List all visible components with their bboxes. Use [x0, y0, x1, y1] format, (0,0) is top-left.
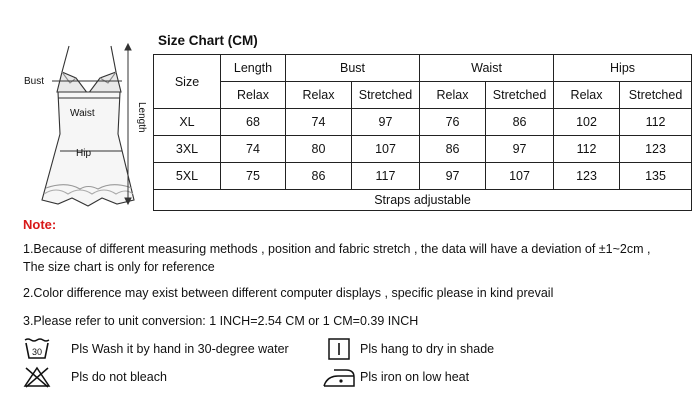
note-line-1-continued: The size chart is only for reference [23, 260, 215, 274]
table-cell: XL [154, 109, 221, 136]
no-bleach-icon [23, 366, 51, 388]
table-cell: 80 [286, 136, 352, 163]
table-cell: 102 [554, 109, 620, 136]
note-heading: Note: [23, 217, 57, 232]
header-waist: Waist [420, 55, 554, 82]
hip-label: Hip [76, 148, 92, 159]
table-cell: 123 [554, 163, 620, 190]
table-cell: 86 [420, 136, 486, 163]
table-cell: 107 [352, 136, 420, 163]
table-subheader-row [154, 82, 692, 109]
note-line-1: 1.Because of different measuring methods , position and fabric stretch , the data will have a deviation of ±1~2cm , [23, 242, 651, 256]
subheader-cell: Relax [554, 82, 620, 109]
table-cell: 97 [486, 136, 554, 163]
header-size: Size [154, 55, 221, 109]
table-row [154, 163, 692, 190]
table-cell: 97 [420, 163, 486, 190]
table-cell: 112 [620, 109, 692, 136]
table-cell: 123 [620, 136, 692, 163]
table-cell: 117 [352, 163, 420, 190]
low-heat-iron-icon [322, 367, 356, 389]
table-cell: 75 [221, 163, 286, 190]
care-wash-label: Pls Wash it by hand in 30-degree water [71, 342, 289, 356]
subheader-cell: Relax [221, 82, 286, 109]
table-cell: 112 [554, 136, 620, 163]
table-footer-row [154, 190, 692, 211]
table-cell: 86 [286, 163, 352, 190]
length-label: Length [136, 102, 147, 133]
table-row [154, 109, 692, 136]
waist-label: Waist [70, 108, 95, 119]
table-header-row [154, 55, 692, 82]
subheader-cell: Stretched [486, 82, 554, 109]
table-cell: 5XL [154, 163, 221, 190]
size-chart-table [153, 54, 692, 211]
hang-dry-shade-icon [328, 338, 350, 360]
subheader-cell: Relax [286, 82, 352, 109]
bust-label: Bust [24, 76, 45, 87]
hand-wash-icon [23, 336, 51, 360]
header-hips: Hips [554, 55, 692, 82]
table-cell: 107 [486, 163, 554, 190]
straps-adjustable-note: Straps adjustable [154, 190, 692, 211]
table-cell: 97 [352, 109, 420, 136]
subheader-cell: Stretched [620, 82, 692, 109]
header-bust: Bust [286, 55, 420, 82]
care-hang-label: Pls hang to dry in shade [360, 342, 495, 356]
size-chart-title: Size Chart (CM) [158, 33, 258, 48]
note-line-2: 2.Color difference may exist between different computer displays , specific please in kind prevail [23, 286, 554, 300]
table-cell: 76 [420, 109, 486, 136]
header-length: Length [221, 55, 286, 82]
care-bleach-label: Pls do not bleach [71, 370, 167, 384]
table-cell: 86 [486, 109, 554, 136]
care-iron-label: Pls iron on low heat [360, 370, 470, 384]
nightdress-sketch [42, 46, 134, 206]
table-cell: 74 [286, 109, 352, 136]
note-line-3: 3.Please refer to unit conversion: 1 INCH=2.54 CM or 1 CM=0.39 INCH [23, 314, 419, 328]
table-cell: 135 [620, 163, 692, 190]
wash-temperature: 30 [31, 347, 43, 357]
subheader-cell: Relax [420, 82, 486, 109]
table-cell: 68 [221, 109, 286, 136]
table-row [154, 136, 692, 163]
subheader-cell: Stretched [352, 82, 420, 109]
table-cell: 3XL [154, 136, 221, 163]
garment-diagram [22, 36, 150, 212]
table-cell: 74 [221, 136, 286, 163]
